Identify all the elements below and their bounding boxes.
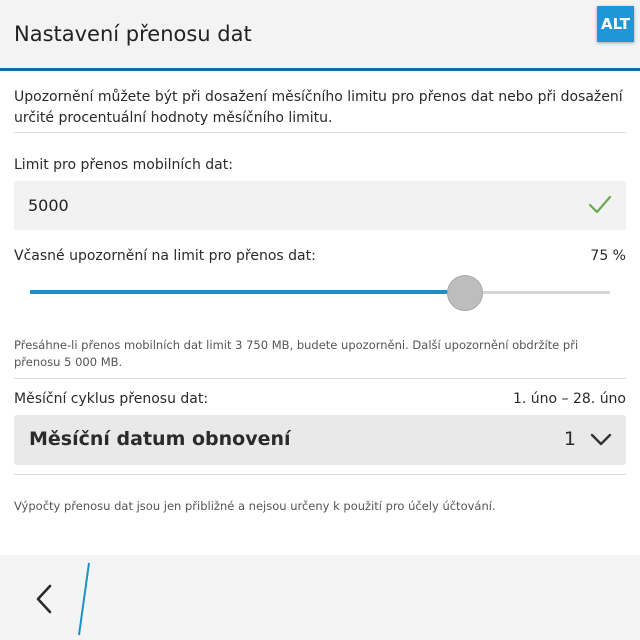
intro-text: Upozornění můžete být při dosažení měsíčního limitu pro přenos dat nebo při dosažení určité procentuální hodnoty měsíčního limitu. bbox=[14, 89, 623, 126]
slider-fill bbox=[30, 290, 465, 294]
cycle-range: 1. úno – 28. úno bbox=[512, 391, 626, 407]
page-title: Nastavení přenosu dat bbox=[14, 22, 252, 46]
early-warning-value: 75 % bbox=[590, 248, 626, 264]
footer-bar bbox=[0, 555, 640, 640]
early-warning-slider[interactable] bbox=[30, 272, 610, 312]
renewal-value: 1 bbox=[563, 428, 576, 450]
header-divider bbox=[0, 68, 640, 71]
back-button[interactable] bbox=[20, 575, 68, 623]
back-chevron-icon bbox=[34, 583, 54, 615]
divider bbox=[14, 378, 626, 379]
footer-slash-divider bbox=[74, 561, 94, 637]
divider bbox=[14, 474, 626, 475]
check-icon bbox=[588, 194, 612, 216]
limit-field[interactable] bbox=[14, 181, 626, 230]
renewal-date-dropdown[interactable] bbox=[14, 415, 626, 465]
limit-input[interactable] bbox=[28, 181, 528, 230]
alt-badge[interactable]: ALT bbox=[597, 6, 634, 42]
limit-label: Limit pro přenos mobilních dat: bbox=[14, 157, 233, 173]
cycle-label: Měsíční cyklus přenosu dat: bbox=[14, 391, 209, 407]
disclaimer-text: Výpočty přenosu dat jsou jen přibližné a nejsou určeny k použití pro účely účtování. bbox=[14, 499, 496, 513]
divider bbox=[14, 132, 626, 133]
renewal-label: Měsíční datum obnovení bbox=[29, 428, 291, 450]
early-warning-note: Přesáhne-li přenos mobilních dat limit 3 750 MB, budete upozorněni. Další upozornění obdržíte při přenosu 5 000 MB. bbox=[14, 338, 579, 369]
early-warning-label: Včasné upozornění na limit pro přenos dat: bbox=[14, 248, 316, 264]
chevron-down-icon bbox=[590, 432, 612, 448]
slider-thumb[interactable] bbox=[447, 275, 483, 311]
header-bar bbox=[0, 0, 640, 68]
